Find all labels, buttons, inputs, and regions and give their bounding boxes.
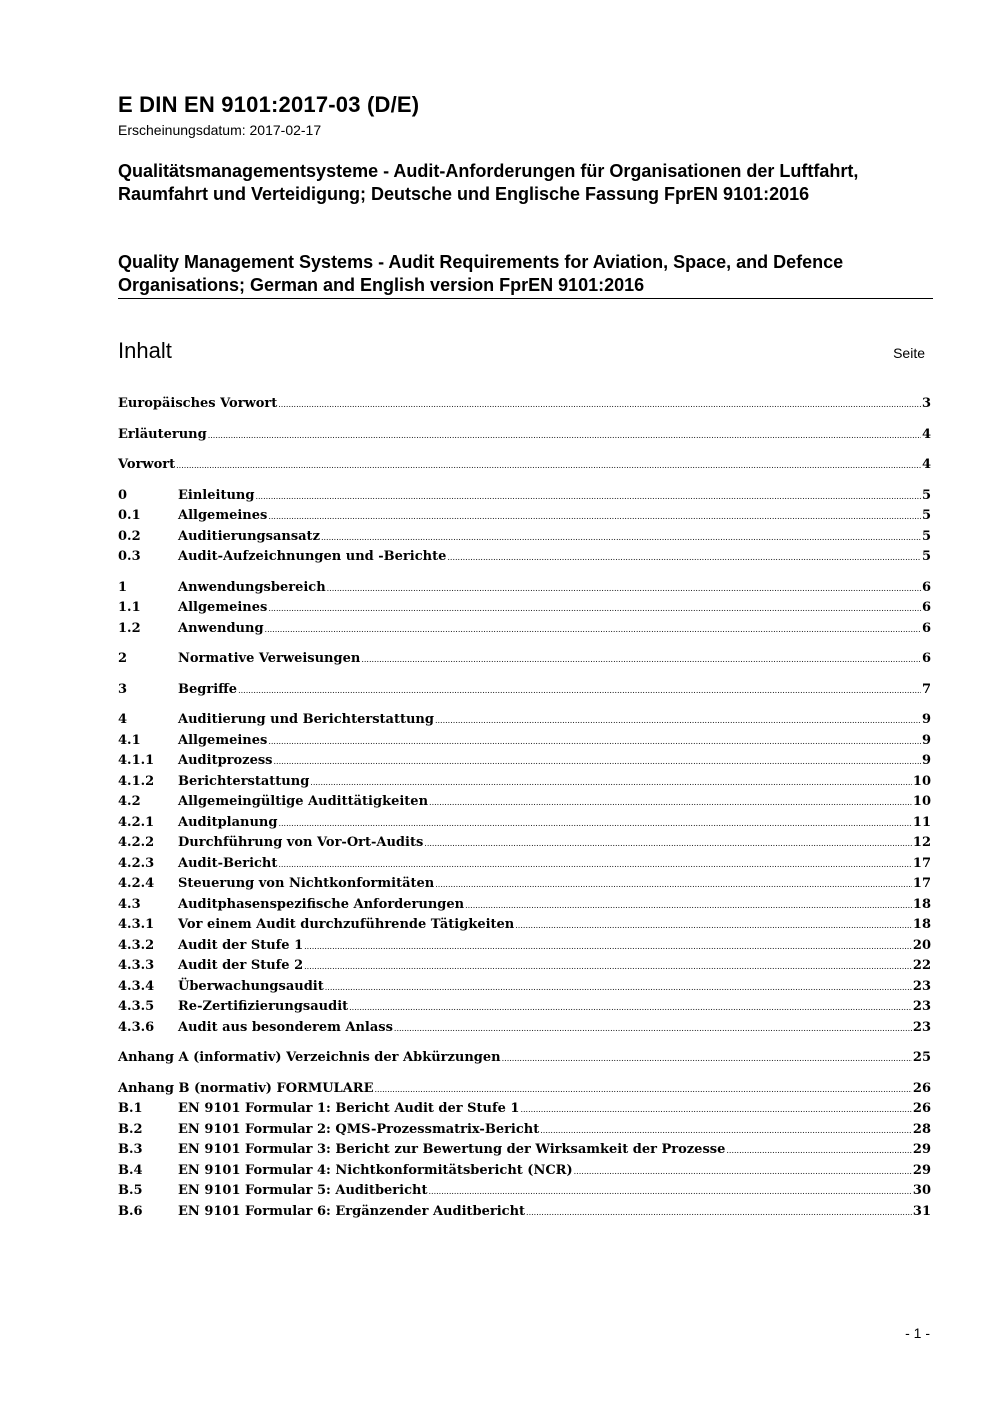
toc-dot-leader	[327, 578, 921, 600]
toc-entry-page: 6	[921, 600, 931, 615]
toc-dot-leader	[238, 680, 921, 702]
toc-entry-title: Auditierungsansatz	[178, 528, 320, 544]
toc-entry[interactable]	[118, 1018, 931, 1039]
toc-entry-title: Audit-Bericht	[178, 855, 278, 871]
toc-entry-title: Anwendungsbereich	[178, 579, 326, 595]
toc-dot-leader	[424, 833, 912, 855]
toc-entry-number: 3	[118, 681, 128, 697]
toc-entry-page: 9	[921, 753, 931, 768]
toc-entry-title: Allgemeines	[178, 508, 268, 523]
toc-entry-title: Audit der Stufe 2	[178, 958, 304, 973]
toc-entry[interactable]	[118, 833, 931, 854]
toc-dot-leader	[574, 1161, 912, 1183]
toc-entry[interactable]	[118, 680, 931, 701]
title-english: Quality Management Systems - Audit Requirements for Aviation, Space, and Defence Organisations; German and English version FprEN 9101:2016	[118, 252, 844, 295]
toc-entry-page: 18	[912, 917, 931, 932]
toc-entry-number: B.6	[118, 1203, 143, 1219]
toc-entry[interactable]	[118, 578, 931, 599]
toc-dot-leader	[268, 731, 921, 753]
toc-entry-number: 4.2.2	[118, 835, 155, 850]
toc-entry-title: EN 9101 Formular 3: Bericht zur Bewertung der Wirksamkeit der Prozesse	[178, 1142, 726, 1157]
toc-entry[interactable]	[118, 710, 931, 731]
toc-entry[interactable]	[118, 792, 931, 813]
toc-entry-number: B.3	[118, 1142, 143, 1157]
toc-entry-number: 0.1	[118, 508, 141, 523]
toc-entry-page: 4	[921, 426, 931, 442]
toc-entry-number: 4.3.4	[118, 978, 155, 994]
toc-dot-leader	[255, 486, 921, 508]
toc-entry-title: Audit der Stufe 1	[178, 937, 304, 953]
toc-entry-title: Anhang A (informativ) Verzeichnis der Abkürzungen	[118, 1050, 501, 1065]
toc-entry-number: 4.1.2	[118, 773, 155, 789]
toc-entry-number: B.5	[118, 1183, 143, 1198]
toc-entry-title: EN 9101 Formular 5: Auditbericht	[178, 1183, 428, 1198]
toc-entry-page: 23	[912, 1019, 931, 1035]
toc-entry[interactable]	[118, 1079, 931, 1100]
toc-dot-leader	[540, 1120, 912, 1142]
toc-dot-leader	[394, 1018, 912, 1040]
toc-dot-leader	[304, 936, 912, 958]
toc-entry-page: 10	[912, 794, 931, 809]
toc-dot-leader	[349, 997, 912, 1019]
toc-entry-page: 23	[912, 999, 931, 1014]
toc-entry[interactable]	[118, 527, 931, 548]
toc-entry-number: 0.3	[118, 549, 141, 564]
toc-dot-leader	[278, 813, 911, 835]
toc-dot-leader	[515, 915, 912, 937]
toc-entry-number: B.1	[118, 1101, 143, 1116]
toc-entry-title: Einleitung	[178, 487, 255, 503]
toc-entry-title: Auditierung und Berichterstattung	[178, 712, 434, 727]
toc-entry-number: 1	[118, 579, 128, 595]
toc-entry-page: 6	[921, 579, 931, 595]
toc-entry-page: 29	[912, 1142, 931, 1157]
toc-entry-number: 4	[118, 712, 128, 727]
toc-entry[interactable]	[118, 731, 931, 752]
toc-entry-page: 6	[921, 620, 931, 636]
publication-date: Erscheinungsdatum: 2017-02-17	[118, 122, 322, 138]
toc-dot-leader	[278, 394, 921, 416]
toc-entry-number: 4.2.3	[118, 855, 155, 871]
toc-entry-number: 4.1.1	[118, 753, 155, 768]
document-id: E DIN EN 9101:2017-03 (D/E)	[118, 92, 420, 117]
toc-entry-page: 26	[912, 1080, 931, 1096]
toc-entry[interactable]	[118, 956, 931, 977]
toc-dot-leader	[726, 1140, 912, 1162]
toc-entry-page: 9	[921, 732, 931, 748]
toc-entry[interactable]	[118, 1161, 931, 1182]
toc-entry-page: 3	[921, 396, 931, 411]
toc-dot-leader	[321, 527, 921, 549]
toc-entry-number: 4.3.3	[118, 958, 155, 973]
toc-entry-title: Audit aus besonderem Anlass	[178, 1019, 393, 1035]
toc-entry-page: 12	[912, 835, 931, 850]
toc-entry-title: EN 9101 Formular 4: Nichtkonformitätsbericht (NCR)	[178, 1162, 573, 1178]
toc-entry[interactable]	[118, 1140, 931, 1161]
toc-entry[interactable]	[118, 1181, 931, 1202]
toc-entry-title: Allgemeines	[178, 600, 268, 615]
toc-dot-leader	[325, 977, 912, 999]
toc-entry-title: Allgemeingültige Audittätigkeiten	[178, 794, 429, 809]
toc-entry-title: Vor einem Audit durchzuführende Tätigkeiten	[178, 917, 515, 932]
toc-dot-leader	[268, 506, 921, 528]
toc-entry[interactable]	[118, 751, 931, 772]
toc-entry[interactable]	[118, 915, 931, 936]
toc-entry-page: 18	[912, 896, 931, 912]
toc-entry-number: 4.3.6	[118, 1019, 155, 1035]
toc-dot-leader	[435, 710, 921, 732]
toc-entry-number: 4.1	[118, 732, 141, 748]
toc-entry-page: 5	[921, 508, 931, 523]
toc-entry[interactable]	[118, 649, 931, 670]
toc-dot-leader	[361, 649, 921, 671]
toc-entry-title: Begriffe	[178, 681, 238, 697]
toc-entry-number: B.4	[118, 1162, 143, 1178]
toc-entry[interactable]	[118, 854, 931, 875]
toc-entry-number: 4.3.1	[118, 917, 155, 932]
toc-entry-page: 30	[912, 1183, 931, 1198]
toc-entry-title: Erläuterung	[118, 426, 207, 442]
toc-entry[interactable]	[118, 486, 931, 507]
toc-entry[interactable]	[118, 598, 931, 619]
toc-entry-title: Auditprozess	[178, 753, 273, 768]
toc-entry-title: Durchführung von Vor-Ort-Audits	[178, 835, 424, 850]
toc-entry-page: 23	[912, 978, 931, 994]
page-number: - 1 -	[905, 1325, 930, 1341]
toc-entry[interactable]	[118, 394, 931, 415]
title-divider	[118, 298, 933, 299]
toc-entry-title: Anhang B (normativ) FORMULARE	[118, 1080, 374, 1096]
toc-entry[interactable]	[118, 977, 931, 998]
toc-entry-page: 22	[912, 958, 931, 973]
toc-entry[interactable]	[118, 425, 931, 446]
toc-entry-number: 4.2.1	[118, 814, 155, 830]
toc-entry-number: B.2	[118, 1121, 143, 1137]
toc-entry-title: Vorwort	[118, 457, 176, 472]
toc-entry-page: 4	[921, 457, 931, 472]
toc-entry-page: 25	[912, 1050, 931, 1065]
toc-entry-page: 31	[912, 1203, 931, 1219]
toc-entry[interactable]	[118, 1099, 931, 1120]
toc-entry-title: Berichterstattung	[178, 773, 310, 789]
toc-entry-title: Audit-Aufzeichnungen und -Berichte	[178, 549, 447, 564]
toc-dot-leader	[520, 1099, 911, 1121]
toc-dot-leader	[278, 854, 912, 876]
toc-entry[interactable]	[118, 1120, 931, 1141]
toc-dot-leader	[435, 874, 912, 896]
toc-dot-leader	[526, 1202, 912, 1224]
toc-entry-page: 11	[912, 814, 931, 830]
toc-dot-leader	[265, 619, 921, 641]
toc-entry-title: Auditphasenspezifische Anforderungen	[178, 896, 465, 912]
toc-entry-page: 17	[912, 855, 931, 871]
toc-entry[interactable]	[118, 772, 931, 793]
toc-entry-page: 26	[912, 1101, 931, 1116]
toc-entry-number: 4.2.4	[118, 876, 155, 891]
toc-entry-title: Steuerung von Nichtkonformitäten	[178, 876, 435, 891]
toc-entry-page: 5	[921, 549, 931, 564]
toc-dot-leader	[273, 751, 920, 773]
toc-entry-page: 5	[921, 528, 931, 544]
toc-entry-title: Überwachungsaudit	[178, 978, 324, 994]
toc-entry-page: 9	[921, 712, 931, 727]
toc-entry-page: 6	[921, 651, 931, 666]
toc-entry[interactable]	[118, 997, 931, 1018]
toc-entry-page: 10	[912, 773, 931, 789]
toc-entry-page: 28	[912, 1121, 931, 1137]
toc-entry-title: EN 9101 Formular 2: QMS-Prozessmatrix-Bericht	[178, 1121, 540, 1137]
toc-entry-page: 20	[912, 937, 931, 953]
toc-entry-title: Auditplanung	[178, 814, 278, 830]
toc-entry[interactable]	[118, 895, 931, 916]
toc-entry[interactable]	[118, 936, 931, 957]
toc-entry[interactable]	[118, 547, 931, 568]
toc-dot-leader	[447, 547, 921, 569]
toc-dot-leader	[428, 1181, 911, 1203]
toc-dot-leader	[268, 598, 921, 620]
toc-dot-leader	[304, 956, 912, 978]
toc-heading: Inhalt	[118, 338, 172, 363]
toc-entry-title: EN 9101 Formular 1: Bericht Audit der Stufe 1	[178, 1101, 520, 1116]
toc-entry[interactable]	[118, 813, 931, 834]
toc-dot-leader	[502, 1048, 912, 1070]
toc-entry-number: 4.3	[118, 896, 141, 912]
toc-entry-title: Normative Verweisungen	[178, 651, 361, 666]
toc-entry-number: 1.2	[118, 620, 141, 636]
toc-entry-number: 2	[118, 651, 128, 666]
toc-dot-leader	[429, 792, 912, 814]
toc-page-label: Seite	[893, 345, 925, 361]
toc-entry[interactable]	[118, 1048, 931, 1069]
toc-entry-number: 0	[118, 487, 128, 503]
title-german: Qualitätsmanagementsysteme - Audit-Anforderungen für Organisationen der Luftfahrt, Raumfahrt und Verteidigung; Deutsche und Englische Fassung FprEN 9101:2016	[118, 161, 859, 204]
toc-entry-page: 29	[912, 1162, 931, 1178]
toc-entry-title: EN 9101 Formular 6: Ergänzender Auditbericht	[178, 1203, 526, 1219]
toc-dot-leader	[176, 455, 921, 477]
toc-entry-number: 0.2	[118, 528, 141, 544]
toc-entry[interactable]	[118, 1202, 931, 1223]
toc-entry-number: 1.1	[118, 600, 141, 615]
toc-entry-page: 7	[921, 681, 931, 697]
toc-dot-leader	[208, 425, 921, 447]
toc-entry[interactable]	[118, 619, 931, 640]
toc-dot-leader	[375, 1079, 912, 1101]
toc-entry-title: Anwendung	[178, 620, 264, 636]
toc-entry-number: 4.3.2	[118, 937, 155, 953]
toc-entry[interactable]	[118, 455, 931, 476]
table-of-contents	[118, 394, 931, 1222]
toc-entry[interactable]	[118, 506, 931, 527]
toc-entry[interactable]	[118, 874, 931, 895]
toc-entry-title: Allgemeines	[178, 732, 268, 748]
toc-entry-title: Re-Zertifizierungsaudit	[178, 999, 349, 1014]
toc-entry-page: 17	[912, 876, 931, 891]
toc-entry-title: Europäisches Vorwort	[118, 396, 278, 411]
toc-entry-number: 4.3.5	[118, 999, 155, 1014]
toc-dot-leader	[465, 895, 912, 917]
toc-entry-number: 4.2	[118, 794, 141, 809]
toc-dot-leader	[310, 772, 912, 794]
toc-entry-page: 5	[921, 487, 931, 503]
